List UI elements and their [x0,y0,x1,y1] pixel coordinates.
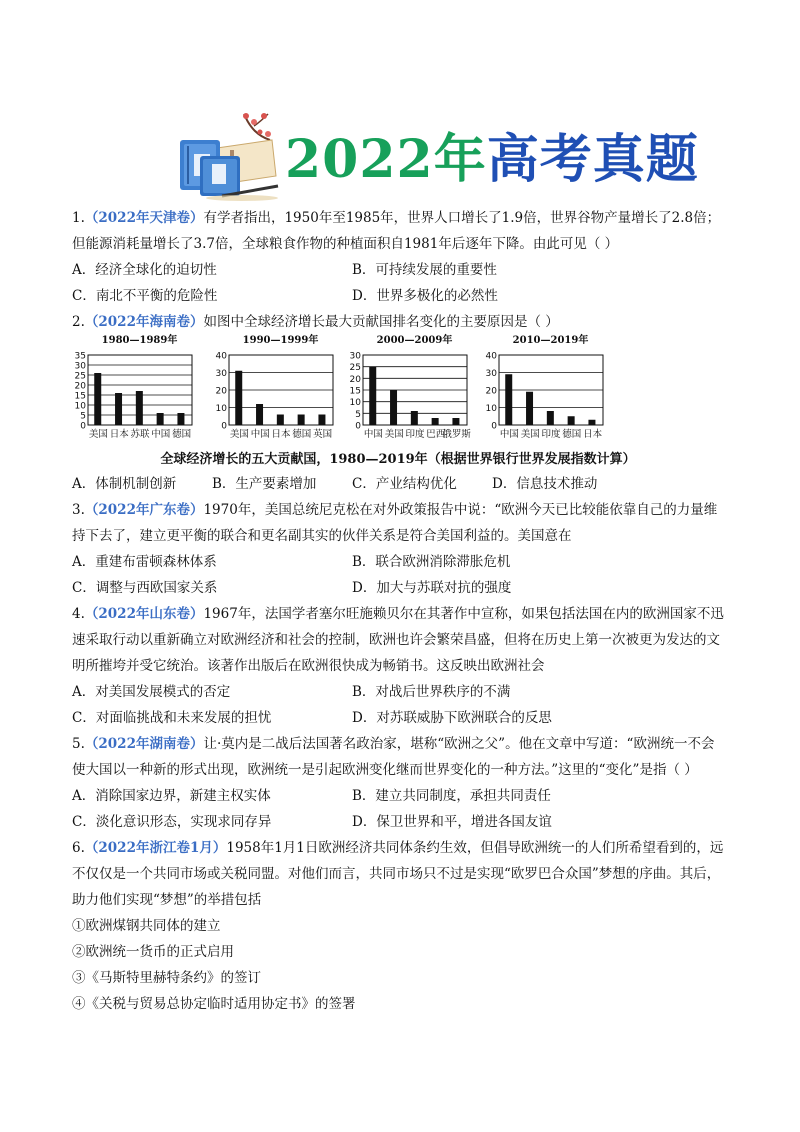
option-d: D．加大与苏联对抗的强度 [352,580,512,596]
statement-item: ④《关税与贸易总协定临时适用协定书》的签署 [72,996,356,1012]
question-list [72,205,724,1017]
y-tick-label: 5 [80,411,86,422]
question-number: 6. [72,840,85,856]
title-text: 高考真题 [486,129,699,190]
y-tick-label: 10 [349,398,361,409]
y-tick-label: 30 [74,361,86,372]
bar [568,416,575,425]
question-source: （2022年湖南卷） [84,736,204,752]
question-source: （2022年山东卷） [84,606,204,622]
question-5-options [72,783,724,835]
y-tick-label: 20 [485,386,497,397]
y-tick-label: 20 [349,374,361,385]
option-c: C．南北不平衡的危险性 [72,288,218,304]
question-number: 4. [72,606,85,622]
bar [177,413,184,425]
bar [115,393,122,425]
option-b: B．建立共同制度，承担共同责任 [352,788,551,804]
bar [318,415,325,426]
y-tick-label: 40 [485,351,497,362]
question-4-options [72,679,724,731]
y-tick-label: 10 [74,401,86,412]
question-source: （2022年海南卷） [84,314,204,330]
chart-caption: 全球经济增长的五大贡献国，1980—2019年（根据世界银行世界发展指数计算） [160,452,636,467]
y-tick-label: 20 [74,381,86,392]
question-3-options [72,549,724,601]
bar-chart [72,337,197,447]
y-tick-label: 25 [349,363,361,374]
option-d: D．对苏联威胁下欧洲联合的反思 [352,710,552,726]
x-tick-label: 中国 [499,429,519,440]
question-6-items [72,913,724,1017]
bar-chart [213,337,338,447]
option-a: A．消除国家边界，新建主权实体 [72,788,271,804]
bar [235,371,242,425]
option-d: D．信息技术推动 [492,476,598,492]
bar-chart [347,337,472,447]
x-tick-label: 英国 [313,429,333,440]
bar [432,418,439,425]
x-tick-label: 德国 [292,429,312,440]
bar [136,391,143,425]
option-a: A．重建布雷顿森林体系 [72,554,217,570]
chart-plot [483,351,608,447]
bar [369,367,376,425]
x-tick-label: 日本 [583,429,603,440]
statement-item: ①欧洲煤钢共同体的建立 [72,918,221,934]
bar-chart [483,337,608,447]
question-number: 1. [72,210,85,226]
option-b: B．对战后世界秩序的不满 [352,684,511,700]
question-4 [72,601,724,679]
question-text: 有学者指出，1950年至1985年，世界人口增长了1.9倍，世界谷物产量增长了2.8倍；但能源消耗量增长了3.7倍，全球粮食作物的种植面积自1981年后逐年下降。由此可见（ ） [72,210,721,252]
option-c: C．对面临挑战和未来发展的担忧 [72,710,272,726]
x-tick-label: 日本 [271,429,291,440]
y-tick-label: 20 [215,386,227,397]
chart-plot [347,351,472,447]
x-tick-label: 德国 [172,429,192,440]
x-tick-label: 日本 [109,429,129,440]
y-tick-label: 0 [80,421,86,432]
chart-title: 1980—1989年 [101,335,178,346]
y-tick-label: 30 [485,369,497,379]
bar [526,392,533,425]
x-tick-label: 印度 [405,429,425,440]
option-b: B．生产要素增加 [212,476,317,492]
bar [411,411,418,425]
question-number: 3. [72,502,85,518]
question-1-options [72,257,724,309]
title-year: 2022年 [285,129,487,190]
x-tick-label: 美国 [229,429,249,440]
y-tick-label: 0 [355,421,361,432]
question-2-options [72,471,724,497]
question-2 [72,309,724,335]
option-d: D．世界多极化的必然性 [352,288,498,304]
chart-plot [72,351,197,447]
x-tick-label: 中国 [151,429,171,440]
option-b: B．联合欧洲消除滞胀危机 [352,554,511,570]
x-tick-label: 美国 [520,429,540,440]
question-1 [72,205,724,257]
page-header [0,110,800,205]
y-tick-label: 40 [215,351,227,362]
option-a: A．对美国发展模式的否定 [72,684,231,700]
statement-item: ②欧洲统一货币的正式启用 [72,944,234,960]
bar [505,374,512,425]
bar [547,411,554,425]
y-tick-label: 15 [349,386,361,397]
books-illustration-icon [172,110,282,202]
y-tick-label: 30 [215,369,227,379]
question-number: 2. [72,314,85,330]
chart-title: 1990—1999年 [242,335,319,346]
option-c: C．调整与西欧国家关系 [72,580,218,596]
question-text: 如图中全球经济增长最大贡献国排名变化的主要原因是（ ） [203,314,559,330]
option-d: D．保卫世界和平，增进各国友谊 [352,814,552,830]
x-tick-label: 印度 [541,429,561,440]
question-source: （2022年浙江卷1月） [84,840,227,856]
bar [256,404,263,425]
question-text: 1958年1月1日欧洲经济共同体条约生效，但倡导欧洲统一的人们所希望看到的，远不仅仅是一个共同市场或关税同盟。对他们而言，共同市场只不过是实现“欧罗巴合众国”梦想的序曲。其后，助力他们实现“梦想”的举措包括 [72,840,724,908]
x-tick-label: 美国 [384,429,404,440]
x-tick-label: 巴西 [426,429,446,440]
y-tick-label: 10 [485,404,497,414]
question-3 [72,497,724,549]
y-tick-label: 30 [349,351,361,362]
bar [94,373,101,425]
y-tick-label: 0 [491,421,497,432]
option-a: A．经济全球化的迫切性 [72,262,217,278]
option-c: C．产业结构优化 [352,476,457,492]
bar-chart-group [72,337,724,447]
y-tick-label: 15 [74,391,86,402]
page-title [285,128,699,192]
bar [157,413,164,425]
y-tick-label: 35 [74,351,86,362]
question-number: 5. [72,736,85,752]
question-6 [72,835,724,913]
option-c: C．淡化意识形态，实现求同存异 [72,814,272,830]
x-tick-label: 中国 [250,429,270,440]
x-tick-label: 中国 [363,429,383,440]
bar [452,418,459,425]
x-tick-label: 苏联 [130,429,150,440]
question-5 [72,731,724,783]
bar [277,415,284,426]
question-source: （2022年广东卷） [84,502,204,518]
y-tick-label: 0 [221,421,227,432]
question-source: （2022年天津卷） [84,210,204,226]
bar [298,415,305,426]
y-tick-label: 10 [215,404,227,414]
y-tick-label: 5 [355,409,361,420]
x-tick-label: 德国 [562,429,582,440]
bar [588,420,595,425]
bar [390,390,397,425]
question-text: 让·莫内是二战后法国著名政治家，堪称“欧洲之父”。他在文章中写道：“欧洲统一不会使大国以一种新的形式出现，欧洲统一是引起欧洲变化继而世界变化的一种方法。”这里的“变化”是指（ ） [72,736,715,778]
y-tick-label: 25 [74,371,86,382]
x-tick-label: 美国 [88,429,108,440]
chart-plot [213,351,338,447]
question-text: 1970年，美国总统尼克松在对外政策报告中说：“欧洲今天已比较能依靠自己的力量维持下去了，建立更平衡的联合和更名副其实的伙伴关系是符合美国利益的。美国意在 [72,502,718,544]
x-tick-label: 俄罗斯 [442,429,471,440]
statement-item: ③《马斯特里赫特条约》的签订 [72,970,261,986]
option-a: A．体制机制创新 [72,476,177,492]
chart-title: 2010—2019年 [512,335,589,346]
question-text: 1967年，法国学者塞尔旺施赖贝尔在其著作中宣称，如果包括法国在内的欧洲国家不迅速采取行动以重新确立对欧洲经济和社会的控制，欧洲也许会繁荣昌盛，但将在历史上第一次被更为发达的文明所摧垮并受它统治。该著作出版后在欧洲很快成为畅销书。这反映出欧洲社会 [72,606,724,674]
chart-title: 2000—2009年 [376,335,453,346]
option-b: B．可持续发展的重要性 [352,262,497,278]
